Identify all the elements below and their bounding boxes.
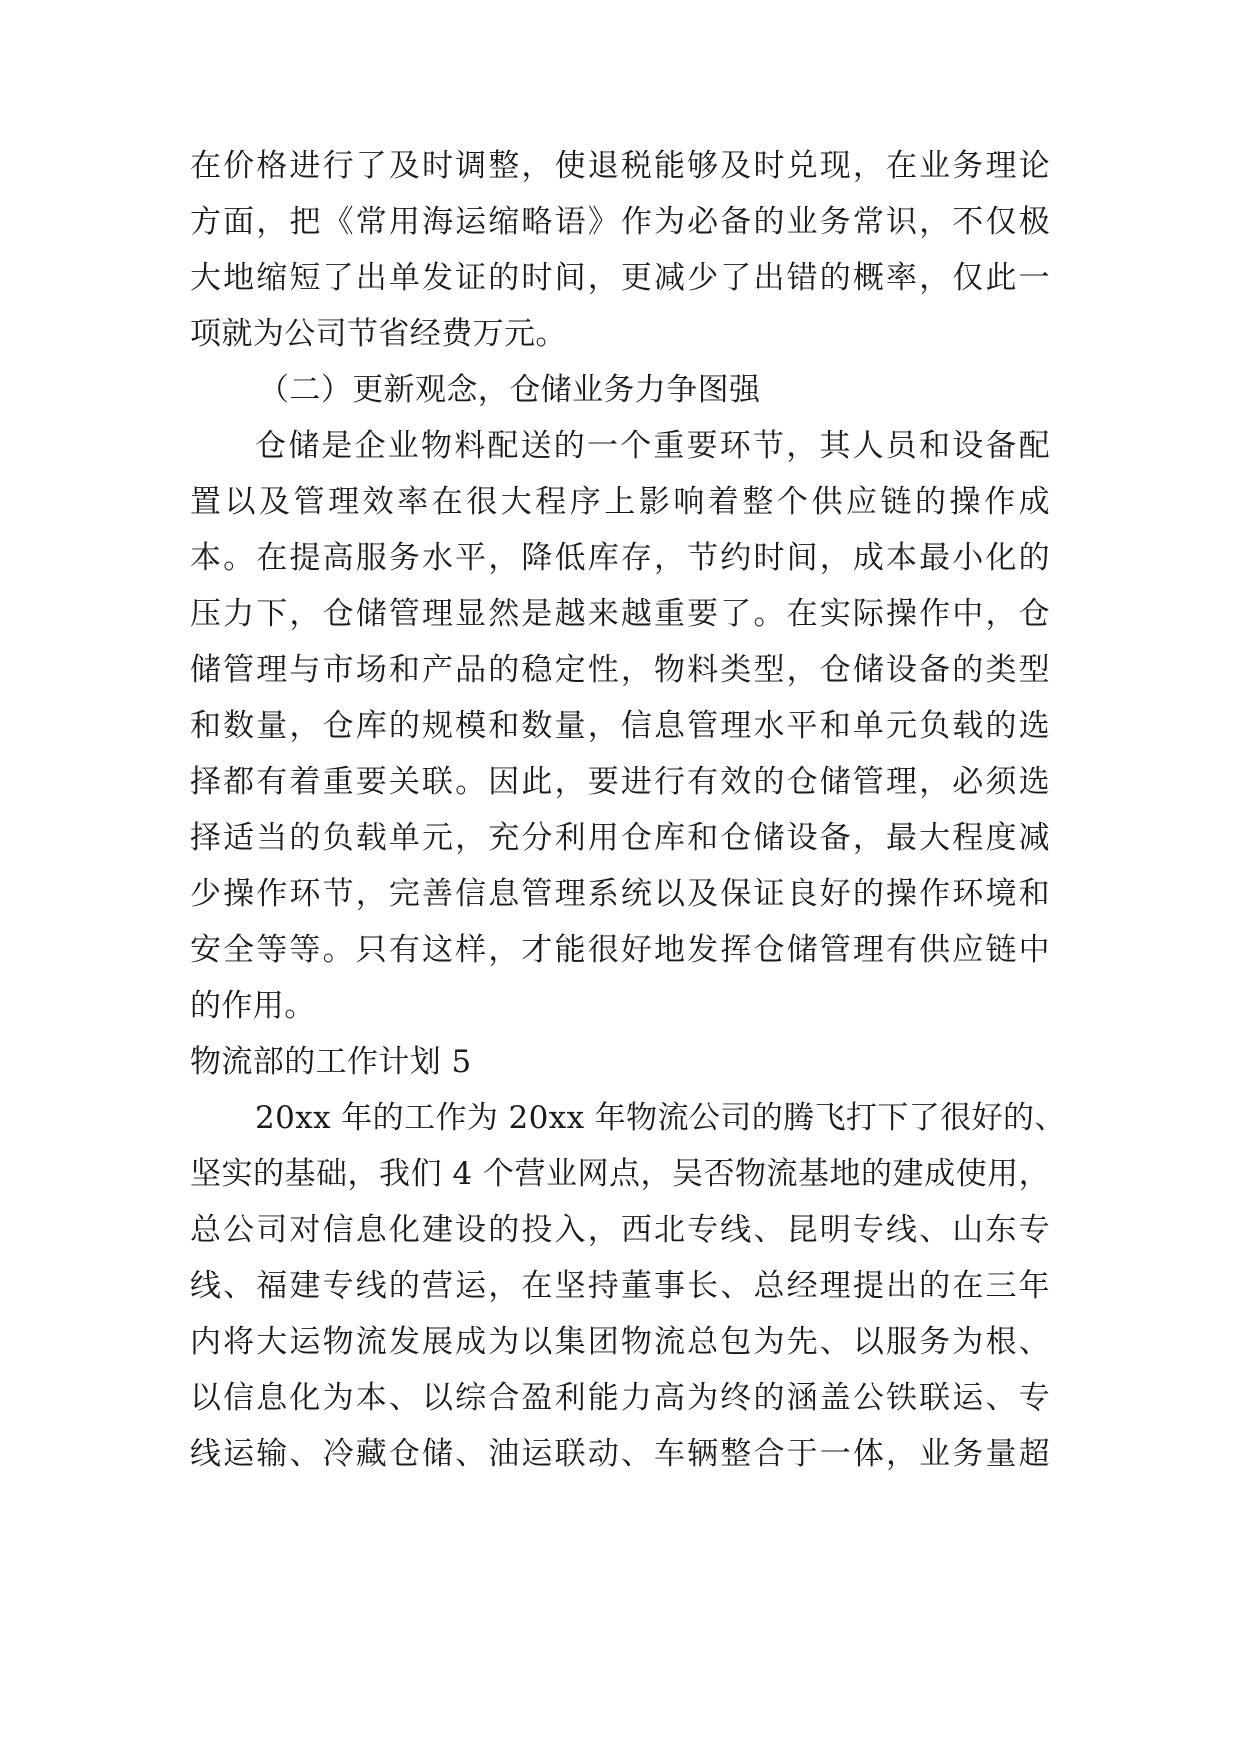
paragraph-line: 大地缩短了出单发证的时间，更减少了出错的概率，仅此一 — [190, 260, 1050, 296]
paragraph-line: 安全等等。只有这样，才能很好地发挥仓储管理有供应链中 — [190, 932, 1050, 968]
paragraph-line: 择适当的负载单元，充分利用仓库和仓储设备，最大程度减 — [190, 820, 1050, 856]
paragraph-line: 和数量，仓库的规模和数量，信息管理水平和单元负载的选 — [190, 708, 1050, 744]
paragraph-line: 项就为公司节省经费万元。 — [190, 316, 567, 352]
paragraph-line: 内将大运物流发展成为以集团物流总包为先、以服务为根、 — [190, 1324, 1050, 1360]
paragraph-line: 置以及管理效率在很大程序上影响着整个供应链的操作成 — [190, 484, 1050, 520]
paragraph-line: 总公司对信息化建设的投入，西北专线、昆明专线、山东专 — [190, 1212, 1050, 1248]
paragraph-line: 20xx 年的工作为 20xx 年物流公司的腾飞打下了很好的、 — [255, 1100, 1066, 1136]
paragraph-line: 储管理与市场和产品的稳定性，物料类型，仓储设备的类型 — [190, 652, 1050, 688]
section-title: 物流部的工作计划 5 — [190, 1044, 472, 1080]
section-heading: （二）更新观念，仓储业务力争图强 — [258, 372, 761, 408]
paragraph-line: 本。在提高服务水平，降低库存，节约时间，成本最小化的 — [190, 540, 1050, 576]
paragraph-line: 线、福建专线的营运，在坚持董事长、总经理提出的在三年 — [190, 1268, 1050, 1304]
paragraph-line: 方面，把《常用海运缩略语》作为必备的业务常识，不仅极 — [190, 204, 1050, 240]
paragraph-line: 以信息化为本、以综合盈利能力高为终的涵盖公铁联运、专 — [190, 1380, 1050, 1416]
paragraph-line: 在价格进行了及时调整，使退税能够及时兑现，在业务理论 — [190, 148, 1050, 184]
paragraph-line: 仓储是企业物料配送的一个重要环节，其人员和设备配 — [255, 428, 1050, 464]
paragraph-line: 压力下，仓储管理显然是越来越重要了。在实际操作中，仓 — [190, 596, 1050, 632]
paragraph-line: 少操作环节，完善信息管理系统以及保证良好的操作环境和 — [190, 876, 1050, 912]
paragraph-line: 坚实的基础，我们 4 个营业网点，吴否物流基地的建成使用， — [190, 1156, 1050, 1192]
paragraph-line: 的作用。 — [190, 988, 316, 1024]
paragraph-line: 线运输、冷藏仓储、油运联动、车辆整合于一体，业务量超 — [190, 1436, 1050, 1472]
paragraph-line: 择都有着重要关联。因此，要进行有效的仓储管理，必须选 — [190, 764, 1050, 800]
